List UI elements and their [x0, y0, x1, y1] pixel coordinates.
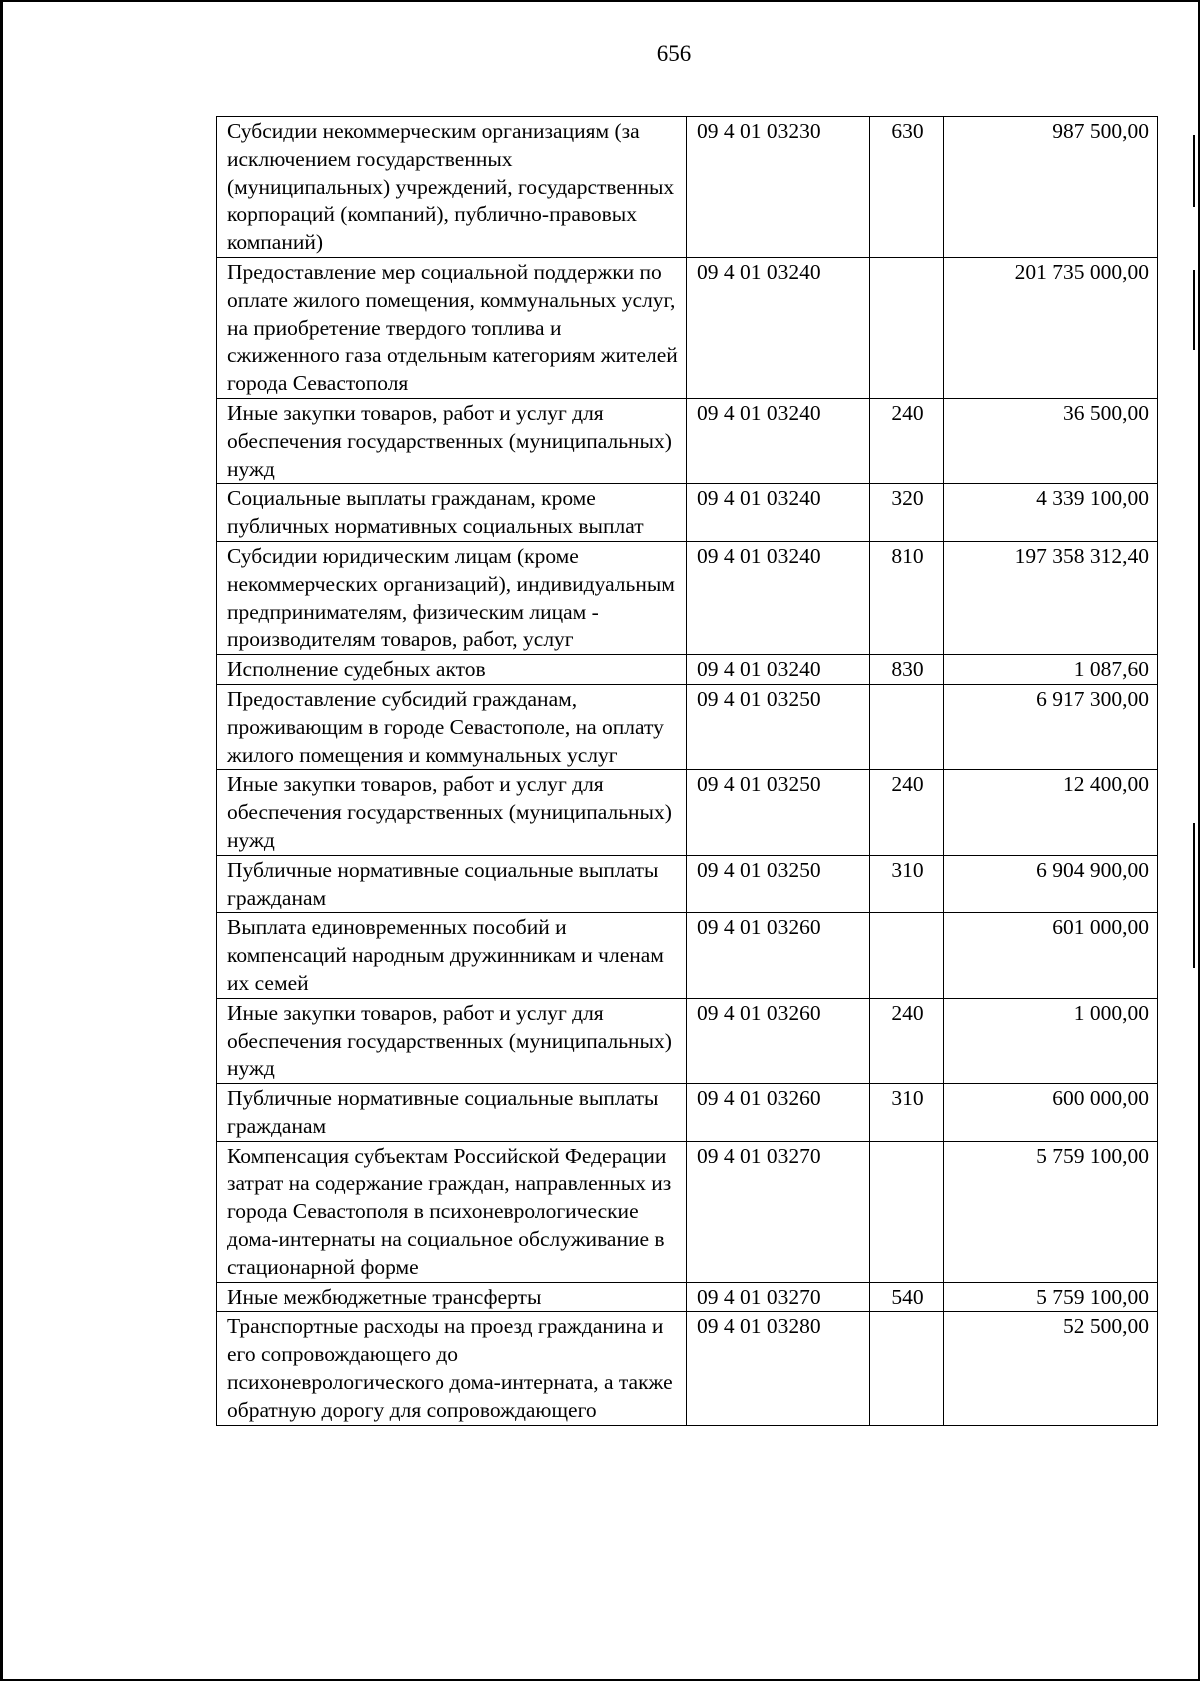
row-amount: 201 735 000,00: [944, 257, 1158, 398]
table-row: [217, 913, 1158, 998]
row-name: Предоставление мер социальной поддержки по оплате жилого помещения, коммунальных услуг, на приобретение твердого топлива и сжиженного газа отдельным категориям жителей города Севастополя: [217, 257, 687, 398]
table-row: [217, 1282, 1158, 1312]
row-target-code: 09 4 01 03240: [687, 484, 870, 542]
row-name: Публичные нормативные социальные выплаты гражданам: [217, 1084, 687, 1142]
table-row: [217, 1312, 1158, 1425]
budget-table: [216, 116, 1158, 1426]
row-expense-type: 830: [870, 655, 944, 685]
scan-border-left: [0, 0, 3, 1681]
row-amount: 600 000,00: [944, 1084, 1158, 1142]
row-target-code: 09 4 01 03250: [687, 684, 870, 769]
row-amount: 1 000,00: [944, 998, 1158, 1083]
row-amount: 5 759 100,00: [944, 1141, 1158, 1282]
budget-table-body: [217, 117, 1158, 1426]
row-target-code: 09 4 01 03270: [687, 1141, 870, 1282]
row-target-code: 09 4 01 03250: [687, 770, 870, 855]
table-row: [217, 684, 1158, 769]
row-amount: 987 500,00: [944, 117, 1158, 258]
row-amount: 5 759 100,00: [944, 1282, 1158, 1312]
row-expense-type: [870, 1141, 944, 1282]
row-amount: 1 087,60: [944, 655, 1158, 685]
row-name: Компенсация субъектам Российской Федерации затрат на содержание граждан, направленных из города Севастополя в психоневрологические дома-интернаты на социальное обслуживание в стационарной форме: [217, 1141, 687, 1282]
row-name: Транспортные расходы на проезд гражданина и его сопровождающего до психоневрологического дома-интерната, а также обратную дорогу для сопровождающего: [217, 1312, 687, 1425]
row-target-code: 09 4 01 03240: [687, 655, 870, 685]
row-expense-type: 240: [870, 770, 944, 855]
row-target-code: 09 4 01 03230: [687, 117, 870, 258]
row-name: Иные межбюджетные трансферты: [217, 1282, 687, 1312]
table-row: [217, 398, 1158, 483]
row-expense-type: 630: [870, 117, 944, 258]
row-target-code: 09 4 01 03260: [687, 1084, 870, 1142]
table-row: [217, 855, 1158, 913]
row-amount: 6 917 300,00: [944, 684, 1158, 769]
row-amount: 6 904 900,00: [944, 855, 1158, 913]
row-amount: 52 500,00: [944, 1312, 1158, 1425]
scan-margin-mark: [1193, 823, 1195, 968]
table-row: [217, 541, 1158, 654]
row-name: Исполнение судебных актов: [217, 655, 687, 685]
row-target-code: 09 4 01 03250: [687, 855, 870, 913]
table-row: [217, 1084, 1158, 1142]
row-target-code: 09 4 01 03240: [687, 398, 870, 483]
table-row: [217, 484, 1158, 542]
row-expense-type: 320: [870, 484, 944, 542]
row-expense-type: [870, 257, 944, 398]
row-name: Социальные выплаты гражданам, кроме публичных нормативных социальных выплат: [217, 484, 687, 542]
row-expense-type: 240: [870, 398, 944, 483]
row-amount: 36 500,00: [944, 398, 1158, 483]
table-row: [217, 998, 1158, 1083]
row-amount: 601 000,00: [944, 913, 1158, 998]
row-name: Иные закупки товаров, работ и услуг для обеспечения государственных (муниципальных) нужд: [217, 998, 687, 1083]
table-row: [217, 257, 1158, 398]
scan-margin-mark: [1193, 270, 1195, 350]
row-expense-type: 310: [870, 855, 944, 913]
row-amount: 4 339 100,00: [944, 484, 1158, 542]
table-row: [217, 117, 1158, 258]
row-expense-type: 540: [870, 1282, 944, 1312]
table-row: [217, 770, 1158, 855]
scan-border-top: [0, 0, 1200, 2]
row-amount: 12 400,00: [944, 770, 1158, 855]
row-expense-type: [870, 913, 944, 998]
page-number: 656: [656, 41, 692, 66]
table-row: [217, 655, 1158, 685]
row-name: Выплата единовременных пособий и компенсаций народным дружинникам и членам их семей: [217, 913, 687, 998]
row-target-code: 09 4 01 03260: [687, 998, 870, 1083]
row-expense-type: [870, 1312, 944, 1425]
row-target-code: 09 4 01 03260: [687, 913, 870, 998]
row-expense-type: 810: [870, 541, 944, 654]
row-target-code: 09 4 01 03270: [687, 1282, 870, 1312]
row-name: Предоставление субсидий гражданам, проживающим в городе Севастополе, на оплату жилого помещения и коммунальных услуг: [217, 684, 687, 769]
row-name: Публичные нормативные социальные выплаты гражданам: [217, 855, 687, 913]
row-target-code: 09 4 01 03240: [687, 541, 870, 654]
row-name: Иные закупки товаров, работ и услуг для обеспечения государственных (муниципальных) нужд: [217, 770, 687, 855]
row-name: Субсидии юридическим лицам (кроме некоммерческих организаций), индивидуальным предпринимателям, физическим лицам - производителям товаров, работ, услуг: [217, 541, 687, 654]
row-expense-type: 240: [870, 998, 944, 1083]
row-target-code: 09 4 01 03280: [687, 1312, 870, 1425]
row-name: Иные закупки товаров, работ и услуг для обеспечения государственных (муниципальных) нужд: [217, 398, 687, 483]
row-name: Субсидии некоммерческим организациям (за исключением государственных (муниципальных) учреждений, государственных корпораций (компаний), публично-правовых компаний): [217, 117, 687, 258]
row-expense-type: 310: [870, 1084, 944, 1142]
table-row: [217, 1141, 1158, 1282]
scan-margin-mark: [1193, 135, 1195, 207]
row-target-code: 09 4 01 03240: [687, 257, 870, 398]
row-expense-type: [870, 684, 944, 769]
row-amount: 197 358 312,40: [944, 541, 1158, 654]
